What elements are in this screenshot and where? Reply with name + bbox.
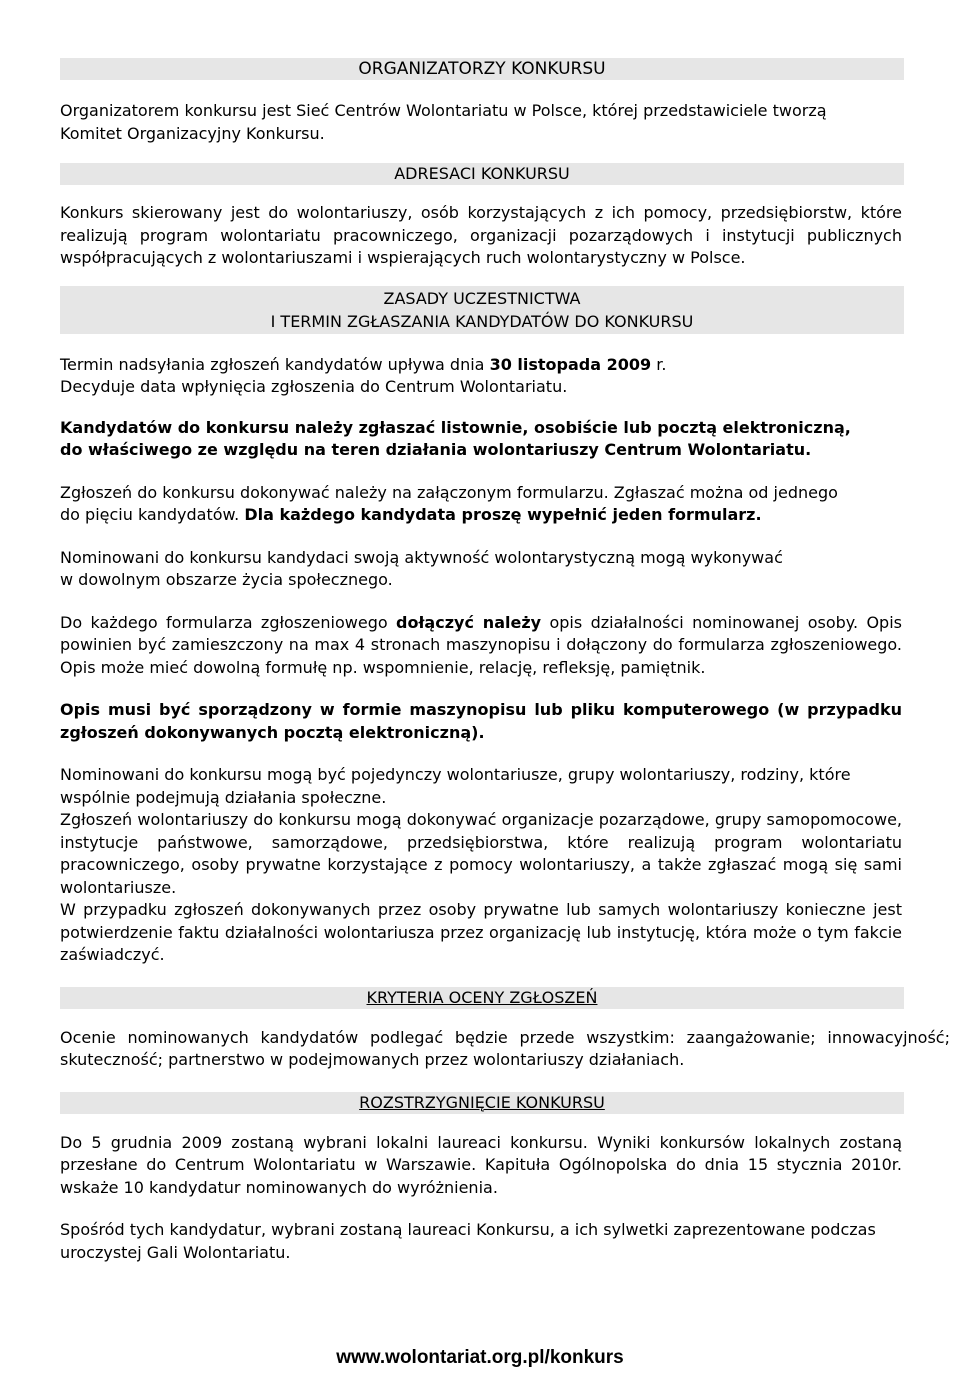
rozstrzygniecie-text1: Do 5 grudnia 2009 zostaną wybrani lokalni laureaci konkursu. Wyniki konkursów lokalnych zostaną przesłane do Centrum Wolontariatu w Warszawie. Kapituła Ogólnopolska do dnia 15 stycznia 2010r. wskaże 10 kandydatur nominowanych do wyróżnienia. xyxy=(60,1132,902,1197)
section-heading-zasady xyxy=(60,286,904,334)
termin-line: Termin nadsyłania zgłoszeń kandydatów upływa dnia 30 listopada 2009 r. xyxy=(60,354,667,374)
termin-date: 30 listopada 2009 xyxy=(489,354,652,374)
heading-text: ORGANIZATORZY KONKURSU xyxy=(358,59,606,79)
zgloszen-paragraph: Zgłoszeń do konkursu dokonywać należy na załączonym formularzu. Zgłaszać można od jednego do pięciu kandydatów. Dla każdego kandydata proszę wypełnić jeden formularz. xyxy=(60,482,838,524)
footer-url: www.wolontariat.org.pl/konkurs xyxy=(336,1347,624,1368)
heading-text: ROZSTRZYGNIĘCIE KONKURSU xyxy=(359,1092,605,1112)
decyduje-line: Decyduje data wpłynięcia zgłoszenia do Centrum Wolontariatu. xyxy=(60,377,568,396)
nominowani-paragraph: Nominowani do konkursu kandydaci swoją aktywność wolontarystyczną mogą wykonywać w dowolnym obszarze życia społecznego. xyxy=(60,547,783,589)
section-heading-rozstrzygniecie xyxy=(60,1092,904,1114)
organizatorzy-text: Organizatorem konkursu jest Sieć Centrów Wolontariatu w Polsce, której przedstawiciele tworzą Komitet Organizacyjny Konkursu. xyxy=(60,101,827,143)
document-page xyxy=(60,58,950,1264)
rozstrzygniecie-text2: Spośród tych kandydatur, wybrani zostaną laureaci Konkursu, a ich sylwetki zaprezentowane podczas uroczystej Gali Wolontariatu. xyxy=(60,1220,876,1262)
section-heading-kryteria xyxy=(60,987,904,1009)
prywatne-paragraph: W przypadku zgłoszeń dokonywanych przez osoby prywatne lub samych wolontariuszy konieczne jest potwierdzenie faktu działalności wolontariusza przez organizację lub instytucję, która może o tym fakcie zaświadczyć. xyxy=(60,900,902,964)
heading-text: KRYTERIA OCENY ZGŁOSZEŃ xyxy=(366,987,598,1007)
adresaci-text: Konkurs skierowany jest do wolontariuszy, osób korzystających z ich pomocy, przedsiębiorstw, które realizują program wolontariatu pracowniczego, organizacji pozarządowych i instytucji publicznych współpracujących z wolontariuszami i wspierających ruch wolontarystyczny w Polsce. xyxy=(60,203,902,267)
kandydatow-bold: Kandydatów do konkursu należy zgłaszać listownie, osobiście lub pocztą elektroniczną, do właściwego ze względu na teren działania wolontariuszy Centrum Wolontariatu. xyxy=(60,417,851,459)
opis-bold-paragraph: Opis musi być sporządzony w formie maszynopisu lub pliku komputerowego (w przypadku zgłoszeń dokonywanych pocztą elektroniczną). xyxy=(60,700,902,742)
grupy-paragraph: Nominowani do konkursu mogą być pojedynczy wolontariusze, grupy wolontariuszy, rodziny, które wspólnie podejmują działania społeczne. xyxy=(60,765,851,807)
organizacje-paragraph: Zgłoszeń wolontariuszy do konkursu mogą dokonywać organizacje pozarządowe, grupy samopomocowe, instytucje państwowe, samorządowe, przedsiębiorstwa, które realizują program wolontariatu pracowniczego, osoby prywatne korzystające z pomocy wolontariuszy, a także zgłaszać mogą się sami wolontariusze. xyxy=(60,810,902,897)
heading-line1: ZASADY UCZESTNICTWA xyxy=(383,288,581,308)
section-heading-adresaci xyxy=(60,163,904,185)
formularz-paragraph: Do każdego formularza zgłoszeniowego dołączyć należy opis działalności nominowanej osoby. Opis powinien być zamieszczony na max 4 stronach maszynopisu i dołączony do formularza zgłoszeniowego. Opis może mieć dowolną formułę np. wspomnienie, relację, refleksję, pamiętnik. xyxy=(60,612,902,677)
section-heading-organizatorzy xyxy=(60,58,904,80)
heading-text: ADRESACI KONKURSU xyxy=(394,164,570,183)
kryteria-text: Ocenie nominowanych kandydatów podlegać będzie przede wszystkim: zaangażowanie; innowacyjność; skuteczność; partnerstwo w podejmowanych przez wolontariuszy działaniach. xyxy=(60,1027,950,1069)
heading-line2: I TERMIN ZGŁASZANIA KANDYDATÓW DO KONKURSU xyxy=(270,311,694,331)
